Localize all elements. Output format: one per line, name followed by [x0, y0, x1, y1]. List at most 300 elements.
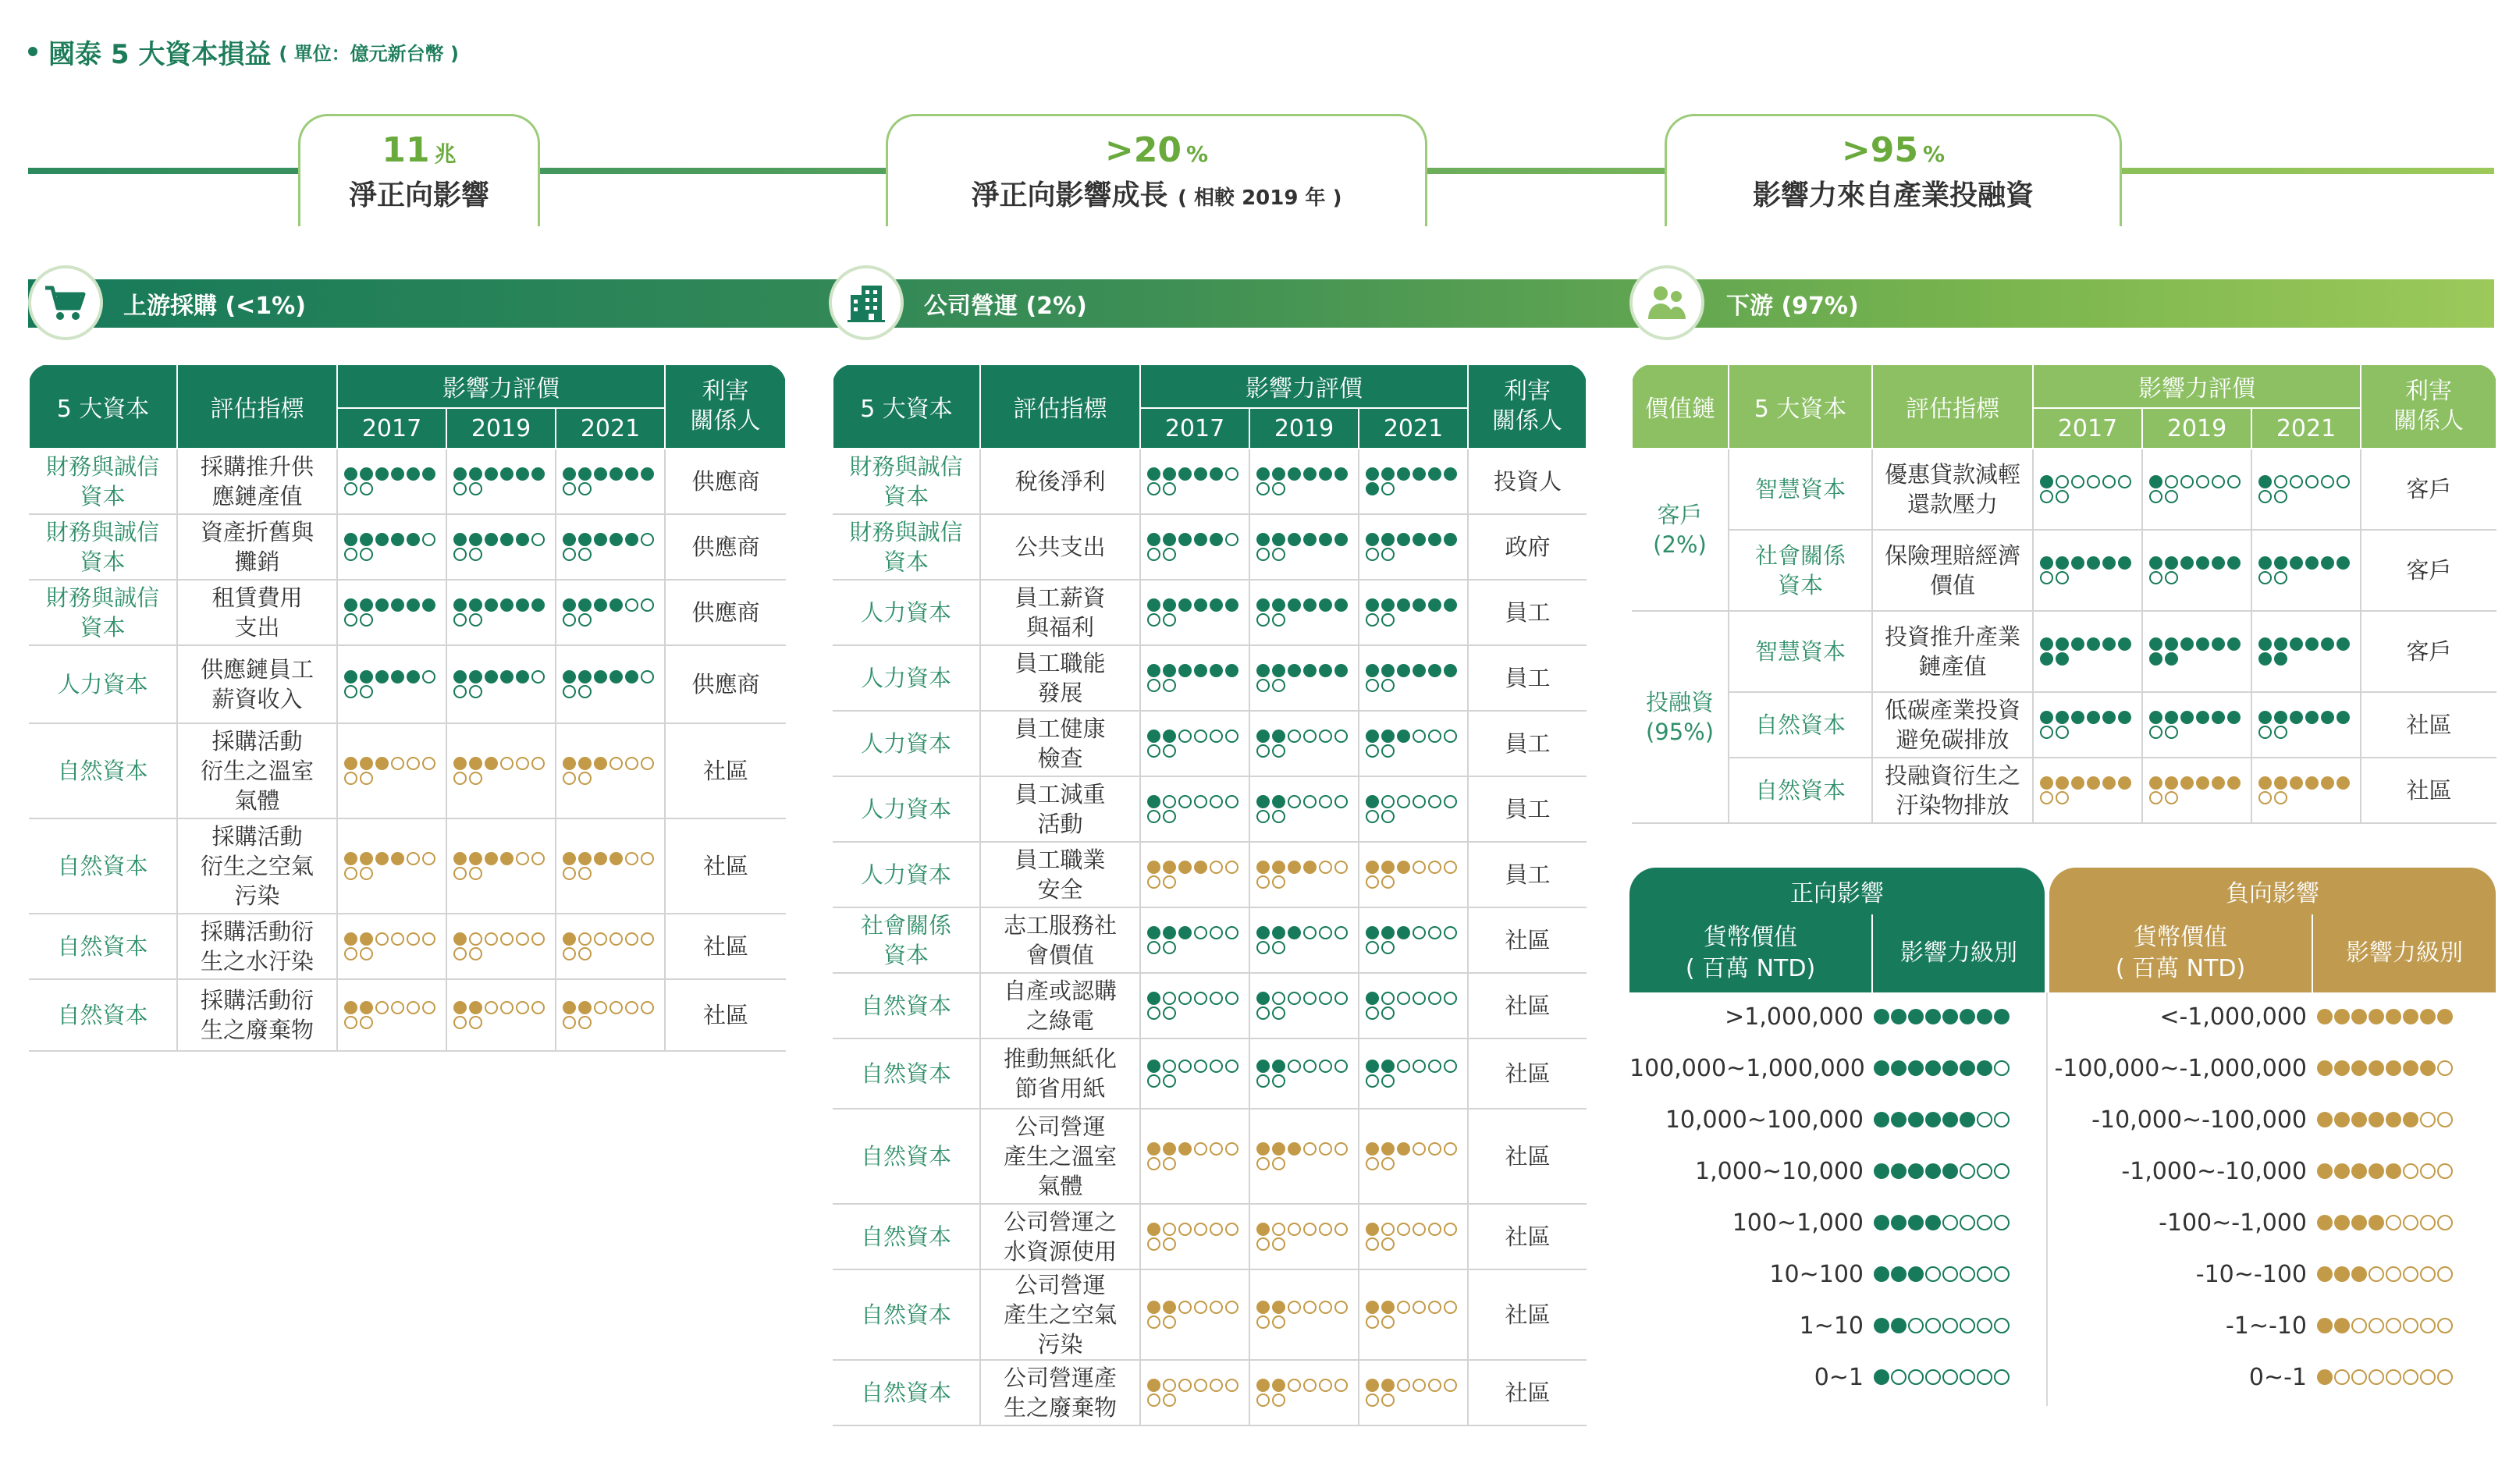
rating-dot	[1163, 810, 1176, 823]
rating-dots-row1	[2148, 710, 2251, 725]
rating-dot	[469, 852, 482, 865]
cell-rating	[1359, 973, 1468, 1038]
rating-dot	[2305, 475, 2319, 488]
rating-dots-row1	[1364, 1222, 1467, 1237]
rating-dot	[453, 533, 467, 546]
legend-dot	[1874, 1009, 1889, 1024]
cell-rating	[556, 723, 665, 818]
rating-dot	[1303, 533, 1317, 546]
header-year-2017: 2017	[337, 408, 446, 449]
cell-rating	[1140, 580, 1249, 645]
rating-dot	[1413, 1060, 1426, 1073]
cell-capital: 自然資本	[29, 914, 177, 979]
rating-dots-row2	[1364, 1237, 1467, 1251]
legend-range: 0~-1	[2248, 1363, 2307, 1391]
table-row	[1632, 530, 2496, 611]
rating-dot	[1210, 795, 1223, 808]
rating-dot	[1397, 926, 1410, 939]
rating-dots-row2	[452, 481, 555, 496]
rating-dot	[1288, 467, 1301, 481]
table-row	[833, 907, 1587, 973]
rating-dots-row1	[1364, 1141, 1467, 1156]
rating-dot	[344, 867, 357, 880]
table-row	[833, 514, 1587, 580]
legend-dot	[2369, 1163, 2384, 1179]
rating-dot	[1147, 467, 1160, 481]
rating-dot	[391, 1001, 404, 1014]
rating-dot	[1319, 926, 1332, 939]
rating-dots-row1	[343, 1000, 446, 1015]
legend-dot	[2351, 1163, 2367, 1179]
rating-dot	[531, 467, 545, 481]
rating-dot	[1413, 664, 1426, 677]
rating-dots-row1	[452, 598, 555, 612]
rating-dot	[1366, 613, 1379, 627]
rating-dot	[1428, 730, 1441, 743]
rating-dots-row2	[1146, 940, 1249, 955]
rating-dot	[2274, 571, 2287, 584]
rating-dot	[1194, 1379, 1207, 1392]
legend-dot	[2403, 1112, 2418, 1127]
rating-dot	[1319, 664, 1332, 677]
cell-rating	[1359, 1360, 1468, 1425]
legend-negative-level-header: 影響力級別	[2313, 914, 2496, 992]
rating-dots-row2	[343, 866, 446, 881]
rating-dot	[1428, 467, 1441, 481]
legend-dot	[2351, 1266, 2367, 1282]
rating-dot	[1163, 613, 1176, 627]
cell-rating	[556, 449, 665, 514]
rating-dots-row2	[2148, 570, 2251, 585]
rating-dot	[1178, 992, 1192, 1005]
cell-rating	[2033, 449, 2142, 530]
rating-dot	[2087, 637, 2100, 651]
rating-dot	[2258, 475, 2272, 488]
rating-dot	[469, 867, 482, 880]
cell-rating	[2033, 530, 2142, 611]
table-row	[833, 1360, 1587, 1425]
rating-dot	[1178, 1223, 1192, 1236]
rating-dot	[1256, 730, 1270, 743]
cell-stakeholder: 客戶	[2361, 449, 2496, 530]
rating-dot	[1334, 730, 1348, 743]
cell-rating	[1249, 1204, 1359, 1269]
legend-dot	[1977, 1112, 1992, 1127]
rating-dot	[344, 482, 357, 495]
rating-dot	[2102, 637, 2116, 651]
rating-dot	[453, 482, 467, 495]
rating-dot	[2274, 711, 2287, 724]
rating-dot	[1381, 533, 1395, 546]
legend-dot	[1874, 1318, 1889, 1333]
rating-dot	[1413, 730, 1426, 743]
rating-dot	[469, 670, 482, 683]
rating-dot	[2149, 571, 2162, 584]
cell-indicator: 投融資衍生之 汙染物排放	[1872, 758, 2033, 823]
legend-positive-title: 正向影響	[1629, 868, 2045, 921]
legend-dot	[1874, 1266, 1889, 1282]
table-row	[1632, 449, 2496, 530]
rating-dot	[516, 1001, 529, 1014]
summary-box-growth	[886, 114, 1427, 226]
rating-dot	[1178, 861, 1192, 874]
rating-dots-row1	[1255, 598, 1358, 612]
rating-dot	[1256, 992, 1270, 1005]
rating-dot	[1256, 875, 1270, 889]
rating-dots-row1	[452, 467, 555, 481]
legend-positive-row	[1629, 1351, 2010, 1403]
rating-dots-row2	[1146, 1237, 1249, 1251]
legend-dot	[2437, 1163, 2453, 1179]
rating-dots-row1	[1255, 860, 1358, 875]
rating-dot	[1303, 795, 1317, 808]
cell-rating	[1359, 514, 1468, 580]
rating-dot	[1413, 467, 1426, 481]
rating-dots-row2	[1146, 875, 1249, 889]
rating-dot	[453, 1001, 467, 1014]
rating-dot	[1366, 861, 1379, 874]
rating-dot	[1256, 1393, 1270, 1407]
rating-dots-row2	[1364, 481, 1467, 496]
rating-dot	[1163, 730, 1176, 743]
rating-dots-row2	[2038, 570, 2141, 585]
legend-dot	[1994, 1215, 2010, 1230]
rating-dot	[453, 757, 467, 770]
rating-dot	[453, 670, 467, 683]
rating-dot	[500, 852, 514, 865]
rating-dot	[516, 467, 529, 481]
rating-dots-row1	[343, 532, 446, 547]
rating-dot	[1147, 1379, 1160, 1392]
rating-dot	[578, 852, 592, 865]
rating-dots-row2	[1364, 744, 1467, 758]
rating-dot	[1366, 1060, 1379, 1073]
rating-dot	[1381, 1006, 1395, 1020]
rating-dots-row2	[561, 1015, 664, 1030]
summary-sub: ( 相較 2019 年 )	[1178, 186, 1342, 210]
rating-dot	[1147, 482, 1160, 495]
rating-dot	[1381, 795, 1395, 808]
rating-dots-row2	[561, 547, 664, 562]
cell-rating	[1359, 842, 1468, 907]
rating-dot	[1334, 1142, 1348, 1156]
header-year-2021: 2021	[556, 408, 665, 449]
legend-dot	[2369, 1369, 2384, 1385]
cell-stakeholder: 社區	[665, 979, 786, 1051]
legend-positive-row	[1629, 1145, 2010, 1197]
cell-capital: 自然資本	[833, 1269, 980, 1360]
rating-dots-row1	[452, 932, 555, 946]
cell-rating	[1359, 711, 1468, 776]
table-row	[833, 1109, 1587, 1204]
rating-dot	[1225, 467, 1238, 481]
rating-dot	[1288, 1142, 1301, 1156]
legend-dot	[1994, 1060, 2010, 1076]
rating-dots-row1	[1364, 729, 1467, 744]
rating-dot	[1334, 1223, 1348, 1236]
cell-rating	[337, 580, 446, 645]
rating-dot	[1413, 1223, 1426, 1236]
cell-rating	[556, 514, 665, 580]
rating-dot	[609, 757, 623, 770]
legend-level-dots	[2316, 1266, 2454, 1282]
rating-dot	[469, 613, 482, 627]
rating-dot	[1272, 533, 1285, 546]
legend-dot	[2317, 1112, 2333, 1127]
cell-rating	[1359, 1204, 1468, 1269]
legend-dot	[1942, 1163, 1958, 1179]
rating-dot	[531, 757, 545, 770]
rating-dot	[594, 467, 607, 481]
rating-dot	[2071, 776, 2084, 790]
rating-dot	[1210, 992, 1223, 1005]
rating-dot	[2180, 711, 2194, 724]
rating-dots-row1	[2038, 556, 2141, 570]
table-row	[833, 842, 1587, 907]
table-row	[29, 514, 786, 580]
legend-range: -1~-10	[2225, 1312, 2307, 1340]
rating-dot	[1147, 1006, 1160, 1020]
rating-dot	[1225, 926, 1238, 939]
legend-dot	[2403, 1009, 2418, 1024]
rating-dot	[1210, 467, 1223, 481]
rating-dot	[2149, 475, 2162, 488]
rating-dots-row2	[1255, 481, 1358, 496]
rating-dot	[469, 533, 482, 546]
legend-dot	[2369, 1266, 2384, 1282]
rating-dot	[375, 852, 389, 865]
rating-dot	[1163, 482, 1176, 495]
rating-dots-row2	[561, 866, 664, 881]
rating-dot	[2196, 556, 2209, 570]
rating-dot	[1444, 1301, 1457, 1314]
rating-dot	[1397, 795, 1410, 808]
rating-dot	[1163, 1379, 1176, 1392]
rating-dot	[1194, 467, 1207, 481]
rating-dots-row2	[561, 481, 664, 496]
rating-dots-row2	[2148, 489, 2251, 504]
legend-dot	[1942, 1266, 1958, 1282]
rating-dot	[2337, 556, 2350, 570]
rating-dot	[1319, 598, 1332, 612]
rating-dots-row2	[452, 771, 555, 786]
rating-dot	[2290, 475, 2303, 488]
rating-dot	[594, 932, 607, 946]
rating-dots-row2	[1146, 547, 1249, 562]
legend-dot	[2437, 1009, 2453, 1024]
rating-dot	[2321, 711, 2334, 724]
cell-rating	[1249, 1109, 1359, 1204]
rating-dot	[2165, 571, 2178, 584]
rating-dot	[594, 1001, 607, 1014]
rating-dot	[563, 598, 576, 612]
rating-dot	[344, 947, 357, 960]
rating-dot	[1178, 1142, 1192, 1156]
rating-dot	[2212, 556, 2225, 570]
rating-dot	[391, 852, 404, 865]
rating-dot	[2337, 637, 2350, 651]
rating-dot	[2149, 791, 2162, 804]
rating-dot	[1366, 1006, 1379, 1020]
rating-dot	[422, 598, 435, 612]
cell-rating	[1140, 645, 1249, 711]
rating-dot	[1334, 1379, 1348, 1392]
rating-dot	[531, 670, 545, 683]
rating-dot	[2258, 637, 2272, 651]
rating-dot	[1256, 613, 1270, 627]
header-capital: 5 大資本	[833, 364, 980, 449]
rating-dots-row2	[1364, 1156, 1467, 1171]
legend-level-dots	[1873, 1318, 2010, 1333]
rating-dot	[1256, 679, 1270, 692]
rating-dot	[1272, 1393, 1285, 1407]
cell-stakeholder: 政府	[1468, 514, 1587, 580]
cell-stakeholder: 社區	[1468, 907, 1587, 973]
rating-dot	[344, 670, 357, 683]
rating-dot	[578, 598, 592, 612]
section-bar	[28, 279, 2494, 328]
legend-range: 1,000~10,000	[1695, 1157, 1864, 1185]
rating-dots-row2	[452, 946, 555, 961]
rating-dot	[2227, 711, 2241, 724]
rating-dot	[1319, 467, 1332, 481]
rating-dot	[1178, 795, 1192, 808]
rating-dots-row2	[1255, 940, 1358, 955]
cell-chain: 投融資 (95%)	[1632, 611, 1729, 823]
cell-capital: 財務與誠信 資本	[29, 449, 177, 514]
legend-dot	[1908, 1163, 1924, 1179]
rating-dot	[1288, 1301, 1301, 1314]
legend-dot	[1908, 1369, 1924, 1385]
legend-dot	[2317, 1266, 2333, 1282]
rating-dot	[2196, 711, 2209, 724]
table-row	[29, 580, 786, 645]
cell-rating	[446, 449, 556, 514]
rating-dot	[1381, 1223, 1395, 1236]
rating-dot	[2056, 475, 2069, 488]
rating-dot	[1210, 1060, 1223, 1073]
cell-rating	[1359, 449, 1468, 514]
rating-dot	[1366, 1223, 1379, 1236]
rating-dot	[2071, 556, 2084, 570]
rating-dot	[1381, 598, 1395, 612]
rating-dot	[1256, 664, 1270, 677]
rating-dot	[578, 772, 592, 785]
rating-dot	[609, 467, 623, 481]
cell-rating	[1140, 907, 1249, 973]
summary-value: >20	[1104, 130, 1182, 170]
rating-dot	[1225, 1301, 1238, 1314]
rating-dot	[407, 932, 420, 946]
cell-capital: 人力資本	[833, 711, 980, 776]
rating-dots-row1	[1255, 1141, 1358, 1156]
legend-dot	[2437, 1318, 2453, 1333]
rating-dot	[2274, 490, 2287, 503]
header-year-2021: 2021	[1359, 408, 1468, 449]
rating-dot	[500, 467, 514, 481]
rating-dot	[1397, 1301, 1410, 1314]
rating-dot	[563, 757, 576, 770]
rating-dot	[1225, 598, 1238, 612]
cell-rating	[1359, 1109, 1468, 1204]
rating-dots-row1	[561, 532, 664, 547]
rating-dots-row2	[1255, 547, 1358, 562]
summary-unit: 兆	[434, 141, 457, 167]
legend-dot	[1908, 1060, 1924, 1076]
cell-rating	[1249, 580, 1359, 645]
rating-dot	[1288, 730, 1301, 743]
rating-dot	[2165, 490, 2178, 503]
rating-dot	[2149, 556, 2162, 570]
table-row	[833, 1269, 1587, 1360]
rating-dot	[2118, 475, 2131, 488]
rating-dots-row1	[1364, 467, 1467, 481]
rating-dot	[1303, 730, 1317, 743]
rating-dot	[1413, 1379, 1426, 1392]
rating-dot	[1256, 1142, 1270, 1156]
legend-dot	[1994, 1266, 2010, 1282]
legend-dot	[1977, 1266, 1992, 1282]
rating-dot	[1147, 941, 1160, 954]
rating-dot	[563, 1016, 576, 1029]
cell-rating	[446, 645, 556, 723]
header-year-2019: 2019	[1249, 408, 1359, 449]
rating-dot	[1147, 861, 1160, 874]
legend-dot	[1891, 1318, 1907, 1333]
rating-dot	[1397, 1142, 1410, 1156]
rating-dots-row1	[1364, 794, 1467, 809]
cell-rating	[337, 645, 446, 723]
legend-dot	[2420, 1318, 2436, 1333]
rating-dot	[1334, 861, 1348, 874]
rating-dot	[1163, 1237, 1176, 1251]
rating-dot	[1366, 1379, 1379, 1392]
summary-label: 影響力來自產業投融資	[1752, 179, 2034, 211]
rating-dot	[344, 1001, 357, 1014]
rating-dot	[2274, 475, 2287, 488]
rating-dot	[1194, 533, 1207, 546]
legend-positive-money-header: 貨幣價值 ( 百萬 NTD)	[1629, 914, 1873, 992]
rating-dot	[1428, 1379, 1441, 1392]
rating-dot	[1163, 861, 1176, 874]
rating-dot	[563, 670, 576, 683]
summary-label: 淨正向影響	[348, 179, 489, 211]
rating-dot	[375, 1001, 389, 1014]
rating-dot	[594, 598, 607, 612]
cell-rating	[2142, 449, 2251, 530]
rating-dot	[1366, 1157, 1379, 1170]
rating-dot	[578, 947, 592, 960]
rating-dot	[1272, 1157, 1285, 1170]
cell-indicator: 員工薪資 與福利	[980, 580, 1140, 645]
rating-dot	[1288, 664, 1301, 677]
rating-dot	[1178, 598, 1192, 612]
legend-dot	[2351, 1009, 2367, 1024]
rating-dots-row2	[1146, 481, 1249, 496]
rating-dot	[1272, 992, 1285, 1005]
rating-dot	[516, 670, 529, 683]
rating-dot	[2149, 652, 2162, 666]
rating-dot	[1334, 992, 1348, 1005]
rating-dots-row2	[1255, 1315, 1358, 1330]
rating-dots-row1	[1255, 1300, 1358, 1315]
rating-dot	[2305, 637, 2319, 651]
rating-dot	[2258, 571, 2272, 584]
rating-dots-row1	[2148, 776, 2251, 790]
legend-dot	[2420, 1163, 2436, 1179]
rating-dot	[2196, 475, 2209, 488]
rating-dot	[516, 598, 529, 612]
